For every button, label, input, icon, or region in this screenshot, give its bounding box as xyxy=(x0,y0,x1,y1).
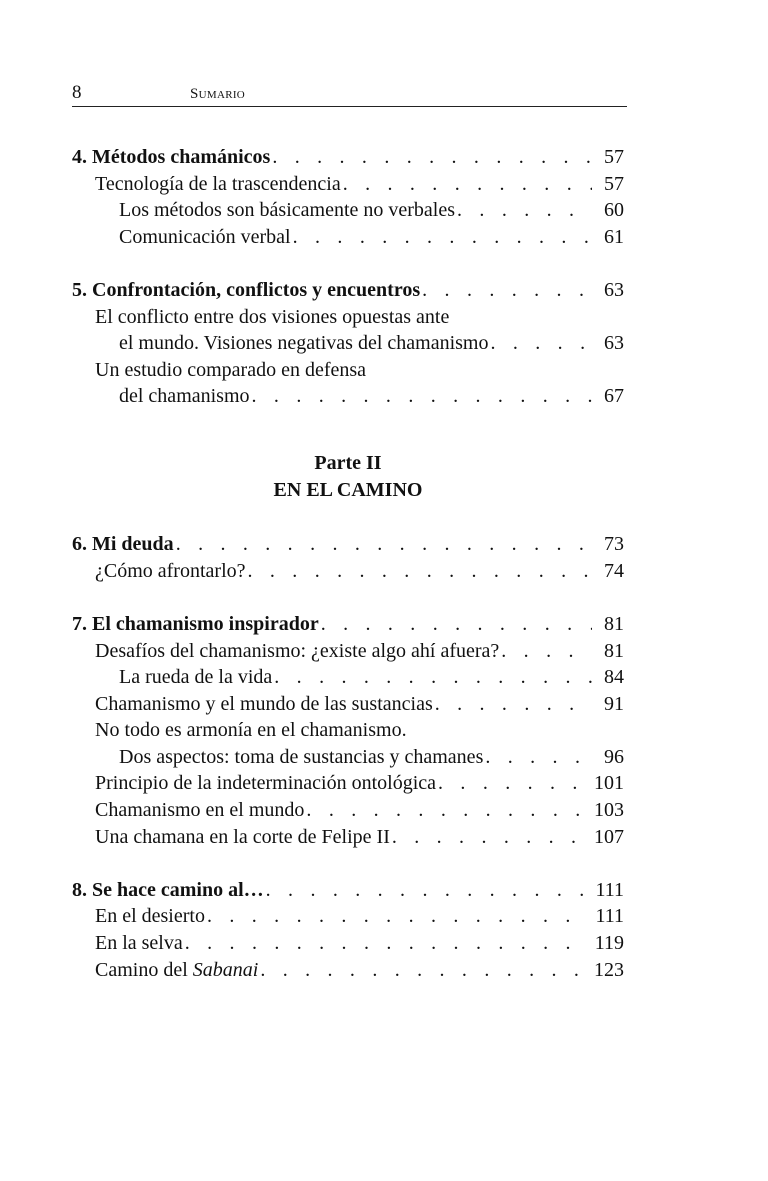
toc-subentry xyxy=(72,797,624,824)
page-ref: 60 xyxy=(604,199,624,222)
entry-text: el mundo. Visiones negativas del chamanismo xyxy=(119,332,489,355)
toc-subentry xyxy=(72,664,624,691)
chapter-name: El chamanismo inspirador xyxy=(92,612,319,635)
chapter-title xyxy=(72,144,270,171)
toc-subentry xyxy=(72,357,624,384)
part-title: EN EL CAMINO xyxy=(273,478,423,501)
entry-text: Tecnología de la trascendencia xyxy=(95,172,341,195)
dot-leader xyxy=(270,144,592,171)
toc-subentry xyxy=(72,930,624,957)
dot-leader xyxy=(183,930,589,957)
chapter-number: 7. xyxy=(72,612,92,635)
toc-part-two-block xyxy=(72,531,624,983)
part-label: Parte II xyxy=(314,451,382,474)
entry-title xyxy=(95,171,341,198)
dot-leader xyxy=(420,277,592,304)
dot-leader xyxy=(272,664,592,691)
entry-title xyxy=(95,691,433,718)
page-ref: 96 xyxy=(604,745,624,768)
entry-text: En la selva xyxy=(95,932,183,955)
chapter-title xyxy=(72,277,420,304)
dot-leader xyxy=(264,877,590,904)
entry-title xyxy=(119,197,455,224)
entry-text: Dos aspectos: toma de sustancias y chamanes xyxy=(119,745,484,768)
page-ref: 57 xyxy=(604,172,624,195)
dot-leader xyxy=(436,770,588,797)
page-ref: 57 xyxy=(604,146,624,168)
entry-text: Camino del xyxy=(95,958,193,981)
chapter-number: 5. xyxy=(72,278,92,301)
chapter-title xyxy=(72,531,174,558)
chapter-number: 8. xyxy=(72,878,92,901)
entry-text: La rueda de la vida xyxy=(119,666,273,689)
entry-italic-text: Sabanai xyxy=(192,958,259,981)
entry-text: Principio de la indeterminación ontológica xyxy=(95,772,437,795)
entry-text: En el desierto xyxy=(95,905,205,928)
toc-subentry xyxy=(72,330,624,357)
toc-part-one-block xyxy=(72,144,624,410)
chapter-title xyxy=(72,611,319,638)
dot-leader xyxy=(433,691,592,718)
entry-title xyxy=(119,664,272,691)
page-ref: 103 xyxy=(594,799,624,822)
entry-text: Comunicación verbal xyxy=(119,225,291,248)
toc-subentry xyxy=(72,770,624,797)
page-ref: 73 xyxy=(604,533,624,556)
running-title: Sumario xyxy=(190,86,246,102)
entry-title xyxy=(119,224,291,251)
entry-title xyxy=(95,770,436,797)
dot-leader xyxy=(291,224,592,251)
toc-subentry xyxy=(72,558,624,585)
dot-leader xyxy=(205,903,590,930)
toc-subentry xyxy=(72,691,624,718)
toc-subentry xyxy=(72,717,624,744)
toc-chapter-entry xyxy=(72,144,624,171)
dot-leader xyxy=(341,171,592,198)
entry-text: Los métodos son básicamente no verbales xyxy=(119,199,456,222)
dot-leader xyxy=(319,611,592,638)
toc-chapter-entry xyxy=(72,611,624,638)
page-ref: 91 xyxy=(604,692,624,715)
entry-title xyxy=(119,383,250,410)
page-ref: 111 xyxy=(595,878,624,901)
entry-title xyxy=(95,903,205,930)
dot-leader xyxy=(258,957,588,984)
toc-subentry xyxy=(72,383,624,410)
chapter-name: Confrontación, conflictos y encuentros xyxy=(92,278,421,301)
entry-title xyxy=(119,744,483,771)
entry-title xyxy=(95,717,407,744)
entry-text: Una chamana en la corte de Felipe II xyxy=(95,825,390,848)
page-ref: 63 xyxy=(604,278,624,301)
toc-subentry xyxy=(72,638,624,665)
dot-leader xyxy=(246,558,593,585)
toc-subentry xyxy=(72,744,624,771)
entry-text: del chamanismo xyxy=(119,385,250,408)
dot-leader xyxy=(174,531,592,558)
toc-subentry xyxy=(72,171,624,198)
entry-title xyxy=(95,957,258,984)
toc-subentry xyxy=(72,824,624,851)
dot-leader xyxy=(390,824,588,851)
toc-subentry xyxy=(72,903,624,930)
toc-subentry xyxy=(72,197,624,224)
entry-title xyxy=(95,797,304,824)
toc-chapter-entry xyxy=(72,531,624,558)
chapter-name: Mi deuda xyxy=(92,533,174,556)
toc-subentry xyxy=(72,224,624,251)
page-ref: 101 xyxy=(594,772,624,795)
page-ref: 111 xyxy=(595,905,624,928)
page-ref: 67 xyxy=(604,385,624,408)
page-ref: 63 xyxy=(604,332,624,355)
entry-text: Chamanismo y el mundo de las sustancias xyxy=(95,692,433,715)
page-ref: 81 xyxy=(604,639,624,662)
entry-title xyxy=(95,824,390,851)
toc-chapter-entry xyxy=(72,277,624,304)
toc-subentry xyxy=(72,304,624,331)
entry-title xyxy=(95,304,449,331)
page-number: 8 xyxy=(72,82,82,103)
dot-leader xyxy=(250,383,592,410)
dot-leader xyxy=(304,797,588,824)
entry-text: Chamanismo en el mundo xyxy=(95,799,305,822)
dot-leader xyxy=(455,197,592,224)
dot-leader xyxy=(488,330,592,357)
entry-text: No todo es armonía en el chamanismo. xyxy=(95,719,407,742)
table-of-contents xyxy=(72,144,624,983)
dot-leader xyxy=(499,638,592,665)
entry-title xyxy=(95,357,366,384)
entry-title xyxy=(95,930,183,957)
chapter-name: Métodos chamánicos xyxy=(92,146,271,168)
page-ref: 61 xyxy=(604,225,624,248)
chapter-number: 4. xyxy=(72,146,92,168)
entry-text: El conflicto entre dos visiones opuestas ante xyxy=(95,305,450,328)
chapter-title xyxy=(72,877,264,904)
entry-text: Un estudio comparado en defensa xyxy=(95,358,367,381)
chapter-name: Se hace camino al… xyxy=(92,878,264,901)
page-ref: 107 xyxy=(594,825,624,848)
page-ref: 119 xyxy=(594,932,624,955)
entry-title xyxy=(119,330,488,357)
toc-subentry xyxy=(72,957,624,984)
page-ref: 123 xyxy=(594,958,624,981)
page-header xyxy=(72,82,627,107)
toc-chapter-entry xyxy=(72,877,624,904)
entry-text: Desafíos del chamanismo: ¿existe algo ahí afuera? xyxy=(95,639,500,662)
page-ref: 81 xyxy=(604,612,624,635)
dot-leader xyxy=(483,744,592,771)
entry-text: ¿Cómo afrontarlo? xyxy=(95,559,246,582)
entry-title xyxy=(95,638,499,665)
entry-title xyxy=(95,558,246,585)
page-ref: 84 xyxy=(604,666,624,689)
chapter-number: 6. xyxy=(72,533,92,556)
page-ref: 74 xyxy=(604,559,624,582)
